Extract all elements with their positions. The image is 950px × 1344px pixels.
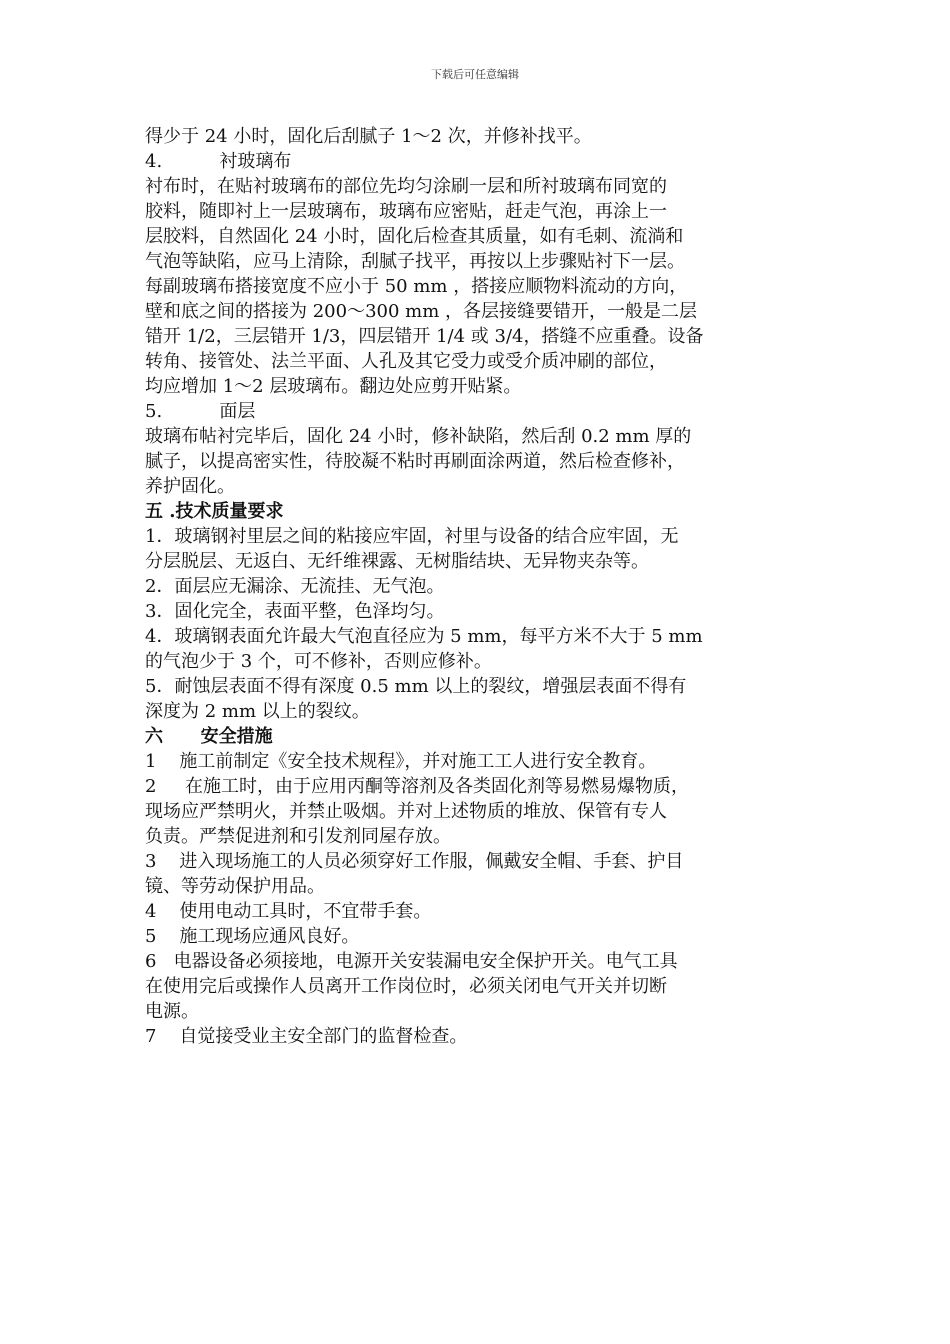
text-line: 镜、等劳动保护用品。	[145, 876, 325, 897]
page-header: 下载后可任意编辑	[431, 68, 519, 81]
text-line: 胶料，随即衬上一层玻璃布，玻璃布应密贴，赶走气泡，再涂上一	[145, 201, 667, 222]
text-line: 5．耐蚀层表面不得有深度 0.5 mm 以上的裂纹，增强层表面不得有	[145, 676, 687, 697]
text-line: 1．玻璃钢衬里层之间的粘接应牢固，衬里与设备的结合应牢固，无	[145, 526, 679, 547]
text-line: 在使用完后或操作人员离开工作岗位时，必须关闭电气开关并切断	[145, 976, 667, 997]
text-line: 3 进入现场施工的人员必须穿好工作服，佩戴安全帽、手套、护目	[145, 851, 684, 872]
text-line: 转角、接管处、法兰平面、人孔及其它受力或受介质冲刷的部位，	[145, 351, 667, 372]
document-body	[145, 124, 825, 1049]
text-line: 7 自觉接受业主安全部门的监督检查。	[145, 1026, 468, 1047]
text-line: 5. 面层	[145, 401, 256, 422]
section-heading: 五 .技术质量要求	[145, 501, 284, 522]
text-line: 分层脱层、无返白、无纤维裸露、无树脂结块、无异物夹杂等。	[145, 551, 649, 572]
text-line: 壁和底之间的搭接为 200～300 mm ，各层接缝要错开，一般是二层	[145, 301, 698, 322]
section-heading: 六 安全措施	[145, 726, 273, 747]
text-line: 负责。严禁促进剂和引发剂同屋存放。	[145, 826, 451, 847]
text-line: 玻璃布帖衬完毕后，固化 24 小时，修补缺陷，然后刮 0.2 mm 厚的	[145, 426, 692, 447]
text-line: 电源。	[145, 1001, 199, 1022]
text-line: 5 施工现场应通风良好。	[145, 926, 360, 947]
text-line: 腻子，以提高密实性，待胶凝不粘时再刷面涂两道，然后检查修补，	[145, 451, 685, 472]
text-line: 层胶料，自然固化 24 小时，固化后检查其质量，如有毛刺、流淌和	[145, 226, 684, 247]
text-line: 4．玻璃钢表面允许最大气泡直径应为 5 mm，每平方米不大于 5 mm	[145, 626, 703, 647]
text-line: 6 电器设备必须接地，电源开关安装漏电安全保护开关。电气工具	[145, 951, 678, 972]
text-line: 4. 衬玻璃布	[145, 151, 292, 172]
text-line: 气泡等缺陷，应马上清除，刮腻子找平，再按以上步骤贴衬下一层。	[145, 251, 685, 272]
text-line: 的气泡少于 3 个，可不修补，否则应修补。	[145, 651, 492, 672]
text-line: 得少于 24 小时，固化后刮腻子 1～2 次，并修补找平。	[145, 126, 592, 147]
text-line: 1 施工前制定《安全技术规程》，并对施工工人进行安全教育。	[145, 751, 657, 772]
text-line: 深度为 2 mm 以上的裂纹。	[145, 701, 370, 722]
text-line: 衬布时，在贴衬玻璃布的部位先均匀涂刷一层和所衬玻璃布同宽的	[145, 176, 667, 197]
text-line: 错开 1/2，三层错开 1/3，四层错开 1/4 或 3/4，搭缝不应重叠。设备	[145, 326, 704, 347]
text-line: 现场应严禁明火，并禁止吸烟。并对上述物质的堆放、保管有专人	[145, 801, 667, 822]
text-line: 3．固化完全，表面平整，色泽均匀。	[145, 601, 445, 622]
text-line: 每副玻璃布搭接宽度不应小于 50 mm ，搭接应顺物料流动的方向，	[145, 276, 688, 297]
text-line: 2．面层应无漏涂、无流挂、无气泡。	[145, 576, 445, 597]
text-line: 4 使用电动工具时，不宜带手套。	[145, 901, 432, 922]
text-line: 均应增加 1～2 层玻璃布。翻边处应剪开贴紧。	[145, 376, 522, 397]
text-line: 养护固化。	[145, 476, 235, 497]
text-line: 2 在施工时，由于应用丙酮等溶剂及各类固化剂等易燃易爆物质，	[145, 776, 690, 797]
